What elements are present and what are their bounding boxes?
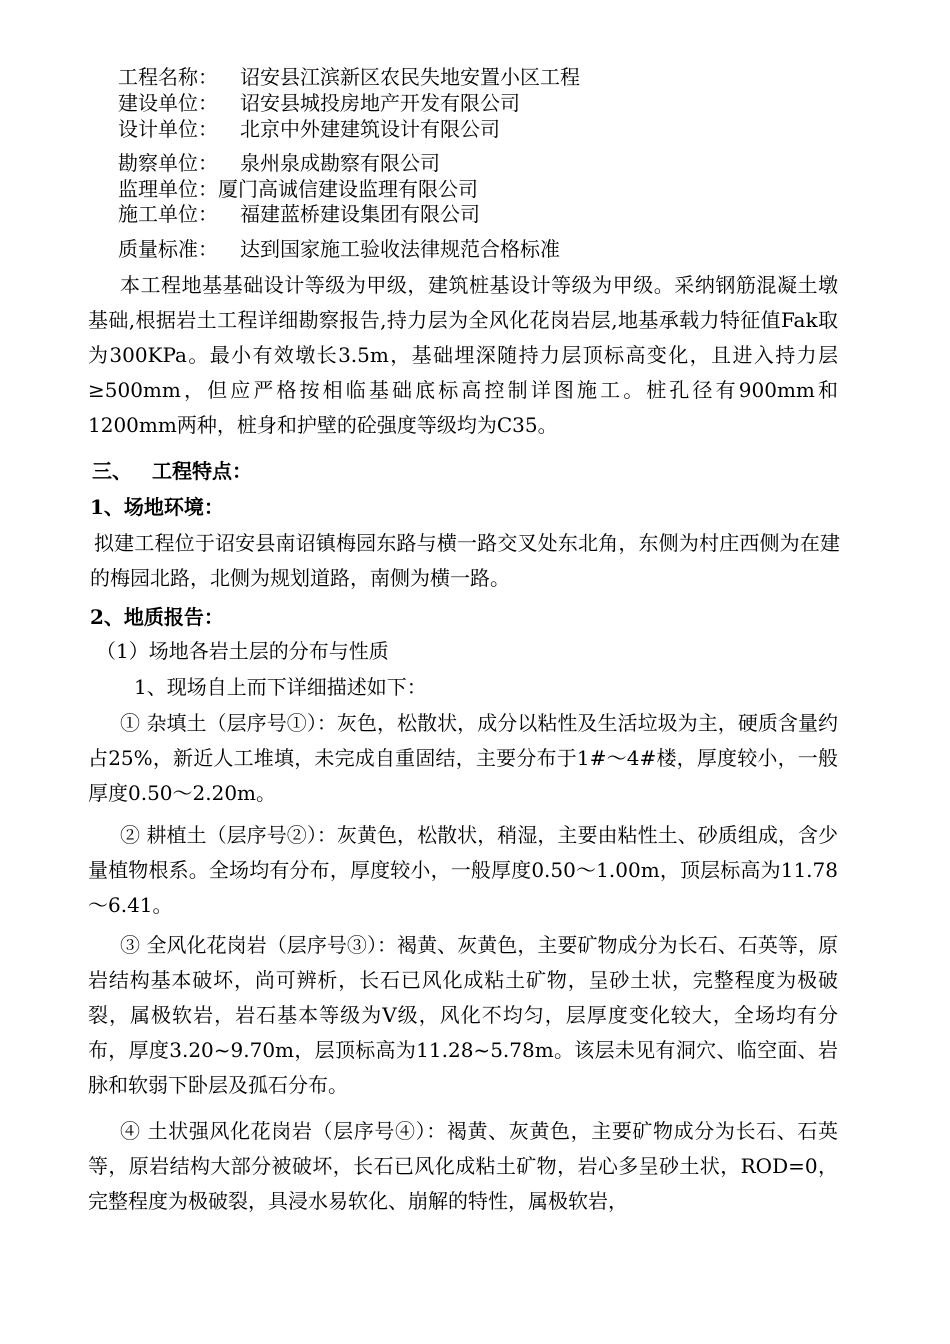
section-title: 工程特点： <box>152 459 252 483</box>
info-value: 泉州泉成勘察有限公司 <box>240 151 440 175</box>
site-paragraph: 拟建工程位于诏安县南诏镇梅园东路与横一路交叉处东北角，东侧为村庄西侧为在建的梅园北路，北侧为规划道路，南侧为横一路。 <box>90 531 840 590</box>
layer-paragraph-fill: ① 杂填土（层序号①）：灰色，松散状，成分以粘性及生活垃圾为主，硬质含量约占25%，新近人工堆填，未完成自重固结，主要分布于1#～4#楼，厚度较小，一般厚度0.50～2.20m。 <box>88 711 838 805</box>
section-heading <box>92 458 252 484</box>
layer-paragraph-fully-weathered-granite: ③ 全风化花岗岩（层序号③）：褐黄、灰黄色，主要矿物成分为长石、石英等，原岩结构基本破坏，尚可辨析，长石已风化成粘土矿物，呈砂土状，完整程度为极破裂，属极软岩，岩石基本等级为Ⅴ级，风化不均匀，层厚度变化较大，全场均有分布，厚度3.20~9.70m，层顶标高为11.28~5.78m。该层未见有洞穴、临空面、岩脉和软弱下卧层及孤石分布。 <box>88 933 838 1097</box>
info-value: 福建蓝桥建设集团有限公司 <box>240 202 480 226</box>
intro-paragraph: 本工程地基基础设计等级为甲级，建筑桩基设计等级为甲级。采纳钢筋混凝土墩基础,根据岩土工程详细勘察报告,持力层为全风化花岗岩层,地基承载力特征值Fak取为300KPa。最小有效墩长3.5m，基础埋深随持力层顶标高变化，且进入持力层≥500mm，但应严格按相临基础底标高控制详图施工。桩孔径有900mm和1200mm两种，桩身和护壁的砼强度等级均为C35。 <box>88 273 838 437</box>
geology-description-heading: 1、现场自上而下详细描述如下： <box>134 675 427 699</box>
info-value: 达到国家施工验收法律规范合格标准 <box>240 237 560 261</box>
info-label: 监理单位： <box>118 177 218 201</box>
layer-paragraph-plough: ② 耕植土（层序号②）：灰黄色，松散状，稍湿，主要由粘性土、砂质组成，含少量植物根系。全场均有分布，厚度较小，一般厚度0.50～1.00m，顶层标高为11.78～6.41。 <box>88 823 838 917</box>
info-label: 工程名称： <box>118 65 218 89</box>
info-value: 厦门高诚信建设监理有限公司 <box>218 177 478 201</box>
info-row-designer <box>118 116 500 142</box>
info-label: 建设单位： <box>118 91 218 115</box>
info-row-supervisor <box>118 176 478 202</box>
info-row-quality-standard <box>118 236 560 262</box>
info-label: 设计单位： <box>118 117 218 141</box>
info-row-contractor <box>118 201 480 227</box>
info-row-surveyor <box>118 150 440 176</box>
section-number: 三、 <box>92 459 132 483</box>
info-label: 质量标准： <box>118 237 218 261</box>
layer-paragraph-strongly-weathered-granite: ④ 土状强风化花岗岩（层序号④）：褐黄、灰黄色，主要矿物成分为长石、石英等，原岩结构大部分被破坏，长石已风化成粘土矿物，岩心多呈砂土状，ROD=0，完整程度为极破裂，具浸水易软化、崩解的特性，属极软岩， <box>88 1119 838 1213</box>
site-heading: 1、场地环境： <box>90 495 224 519</box>
info-row-project-name <box>118 64 580 90</box>
info-row-client <box>118 90 520 116</box>
info-value: 诏安县城投房地产开发有限公司 <box>240 91 520 115</box>
info-label: 施工单位： <box>118 202 218 226</box>
geology-subheading: （1）场地各岩土层的分布与性质 <box>96 639 389 663</box>
info-value: 北京中外建建筑设计有限公司 <box>240 117 500 141</box>
info-label: 勘察单位： <box>118 151 218 175</box>
geology-heading: 2、地质报告： <box>90 605 224 629</box>
info-value: 诏安县江滨新区农民失地安置小区工程 <box>240 65 580 89</box>
